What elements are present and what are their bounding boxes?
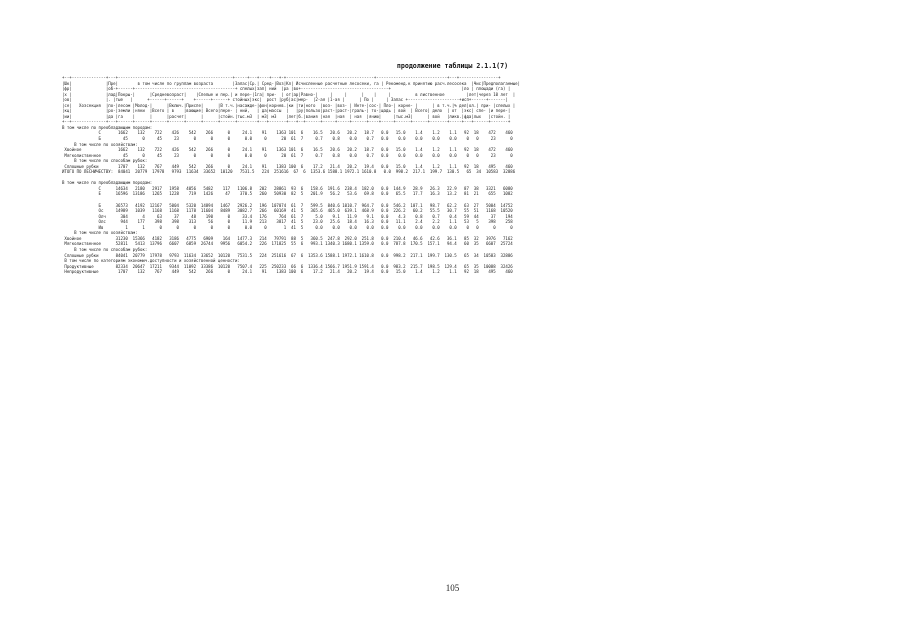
table-line: |ов| |. |тые | +------+------+ +------+------+ стойных|экс| рост |руб|ас|мер- |2-ая |1-ая | | По | | Запас +---------------------+исп+------+-------| [62, 97, 508, 103]
table-line: ИТОГО ПО ЛЕСНИЧЕСТВУ: 84041 20779 17978 9793 11634 33652 10120 7531.5 224 251616 67 6 1353.6 1588.1 1972.1 1610.8 0.0 998.2 217.1 199.7 130.5 65 34 10583 32886 [62, 169, 516, 175]
table-line: |х | |лад|Покры-| |Средневозраст| |Спелые и пер.| и пере-|1га| при- | от|ар|Равно-| | | | | | в лиственное |лет|через 10 лет | [62, 91, 516, 97]
table-line: |ии| |да |га | | |расчет| | |стойн.|тыс.м3 | м3| м3 |лет|б.|вания |ная |ная | ная |янию| |тыс.м3| | вой |ликв.|фда|лых |стойн. | [62, 113, 511, 119]
page-number: 105 [445, 583, 460, 593]
table-line: +--+--------------+---+------+------+------+------+------+------+------+--------+---+-------+---+--+------+-----+-----+------+----+-----+------+------+-------+-----+---+------+-------+ [62, 119, 511, 125]
table-line: В том числе по категориям экономич.доступности и хозяйственной ценности: [62, 258, 240, 264]
table-line: Мягколиственное 45 0 45 23 0 0 0 0.0 0 20 61 7 0.7 0.8 0.0 0.7 0.0 0.0 0.0 0.0 0.0 0 0 23 0 [62, 152, 513, 158]
table-line: С 1662 132 722 426 542 266 0 24.1 91 1363 101 6 16.5 20.6 20.2 18.7 0.0 15.0 1.4 1.2 1.1 92 18 472 460 [62, 130, 513, 136]
table-line: Ос 14989 1039 1168 1168 1178 11604 8489 3082.7 266 60169 41 5 365.6 465.0 639.1 468.9 0.0 226.2 60.2 55.5 30.7 55 51 1168 10520 [62, 208, 513, 214]
table-line: С 14634 2180 2917 1958 4056 5482 117 1106.8 202 28861 93 6 158.6 191.6 238.4 182.0 0.0 144.9 28.9 26.3 22.9 87 38 3321 6080 [62, 185, 513, 191]
forest-table-listing [62, 75, 520, 275]
table-line: В том числе по хозяйствам: [62, 141, 138, 147]
table-line: Ив 1 1 0 0 0 0 0 0.0 0 1 41 5 0.0 0.0 0.0 0.0 0.0 0.0 0.0 0.0 0.0 0 0 0 0 [62, 224, 513, 230]
table-line: Б 45 0 45 23 0 0 0 0.0 0 20 61 7 0.7 0.8 0.0 0.7 0.0 0.0 0.0 0.0 0.0 0 0 23 0 [62, 136, 513, 142]
table-line: |се| Хозсекция |по-|лесом |Молод-| |Включ.|Приспе| |В т.ч.|насажде-|фон|корнев.|ки |ти|ного |воз- |воз- | Инте-|сос-| Пло-| корне- | | в т.ч.|% дел|ол.| при- |спелых | [62, 102, 516, 108]
table-line: Хвойное 31230 15366 4182 3186 4775 6909 164 1477.3 214 79791 88 5 360.5 247.8 292.0 251.8 0.0 210.4 46.6 42.6 36.1 85 32 3976 7162 [62, 235, 513, 241]
table-line: Продуктивные 82334 20647 17211 9344 11092 33386 10120 7507.4 225 250233 66 6 1336.4 1566.7 1951.9 1591.4 0.0 983.2 215.7 198.5 129.4 65 35 10088 32426 [62, 263, 513, 269]
table-title: продолжение таблицы 2.1.1(7) [396, 62, 509, 70]
table-line: Олс 944 177 398 398 313 56 0 11.9 213 3817 41 5 23.0 25.6 18.4 16.3 0.0 11.1 2.4 2.2 1.1 53 5 398 258 [62, 219, 513, 225]
table-line: В том числе по хозяйствам: [62, 230, 138, 236]
table-line: В том числе по преобладающим породам: [62, 180, 153, 186]
table-line: В том числе по преобладающим породам: [62, 124, 153, 130]
table-line: В том числе по способам рубок: [62, 158, 148, 164]
table-line: |Шк| |Пре| в том числе по группам возраста |Запас|Ср.| Сред-|Воз|Кл| Исчисленные расчетные лесосеки, га | Рекоменд.к принятию расч.лесосека |Чис|Предполагаемые| [62, 80, 521, 86]
table-line: Олч 304 4 63 37 48 190 0 33.4 176 764 61 7 5.0 9.1 11.9 9.1 0.0 4.3 0.8 0.7 0.4 59 44 37 194 [62, 213, 513, 219]
table-line: |фр| |об-+------+-----------------------------------------+ спелых|зап| ний |ра |во+------------------------------------+ |ло | площади (га) | [62, 86, 511, 92]
table-line: Непродуктивные 1707 132 767 449 542 266 0 24.1 91 1383 100 6 17.2 21.4 20.2 19.4 0.0 15.0 1.4 1.2 1.1 92 18 495 460 [62, 269, 513, 275]
table-line: В том числе по способам рубок: [62, 246, 148, 252]
table-line: Хвойное 1662 132 722 426 542 266 0 24.1 91 1363 101 6 16.5 20.6 20.2 18.7 0.0 15.0 1.4 1.2 1.1 92 18 472 460 [62, 147, 513, 153]
table-line: Мягколиственное 52811 5413 13796 6607 6859 26744 9956 6054.2 226 171825 55 6 993.1 1340.3 1680.1 1359.0 0.0 787.8 170.5 157.1 94.4 60 35 6607 25724 [62, 241, 513, 247]
table-line: +--+--------------+---+-----------------------------------------------+-----+---+----+---+-+------------------------------------+-----------------------------+---+----------------+ [62, 75, 501, 80]
table-line: |кц| |ро-|земли |няки |Всего | в |вающие| Всего|пере- | ний, | да|массы | |ру|пользо|раст-|раст-|граль-| то-|щадь | вой | Всего| дело | от |экс| спе- |и пере-| [62, 108, 511, 114]
table-line: Е 16596 13186 1265 1228 719 1426 47 370.5 260 50930 82 5 201.9 56.2 53.6 69.8 0.0 65.5 17.7 16.3 13.2 81 21 655 1082 [62, 191, 513, 197]
table-line: Б 36573 4192 12167 5004 5320 14894 1467 2926.2 196 107074 61 7 599.5 840.6 1010.7 964.7 0.0 546.2 107.1 98.7 62.2 63 27 5004 14752 [62, 202, 513, 208]
table-line: Сплошные рубки 84041 20779 17978 9793 11634 33652 10120 7531.5 224 251616 67 6 1353.6 1588.1 1972.1 1610.8 0.0 998.2 217.1 199.7 130.5 65 34 10583 32886 [62, 252, 513, 258]
table-line: Сплошные рубки 1707 132 767 449 542 266 0 24.1 91 1383 100 6 17.2 21.4 20.2 19.4 0.0 15.0 1.4 1.2 1.1 92 18 495 460 [62, 163, 513, 169]
